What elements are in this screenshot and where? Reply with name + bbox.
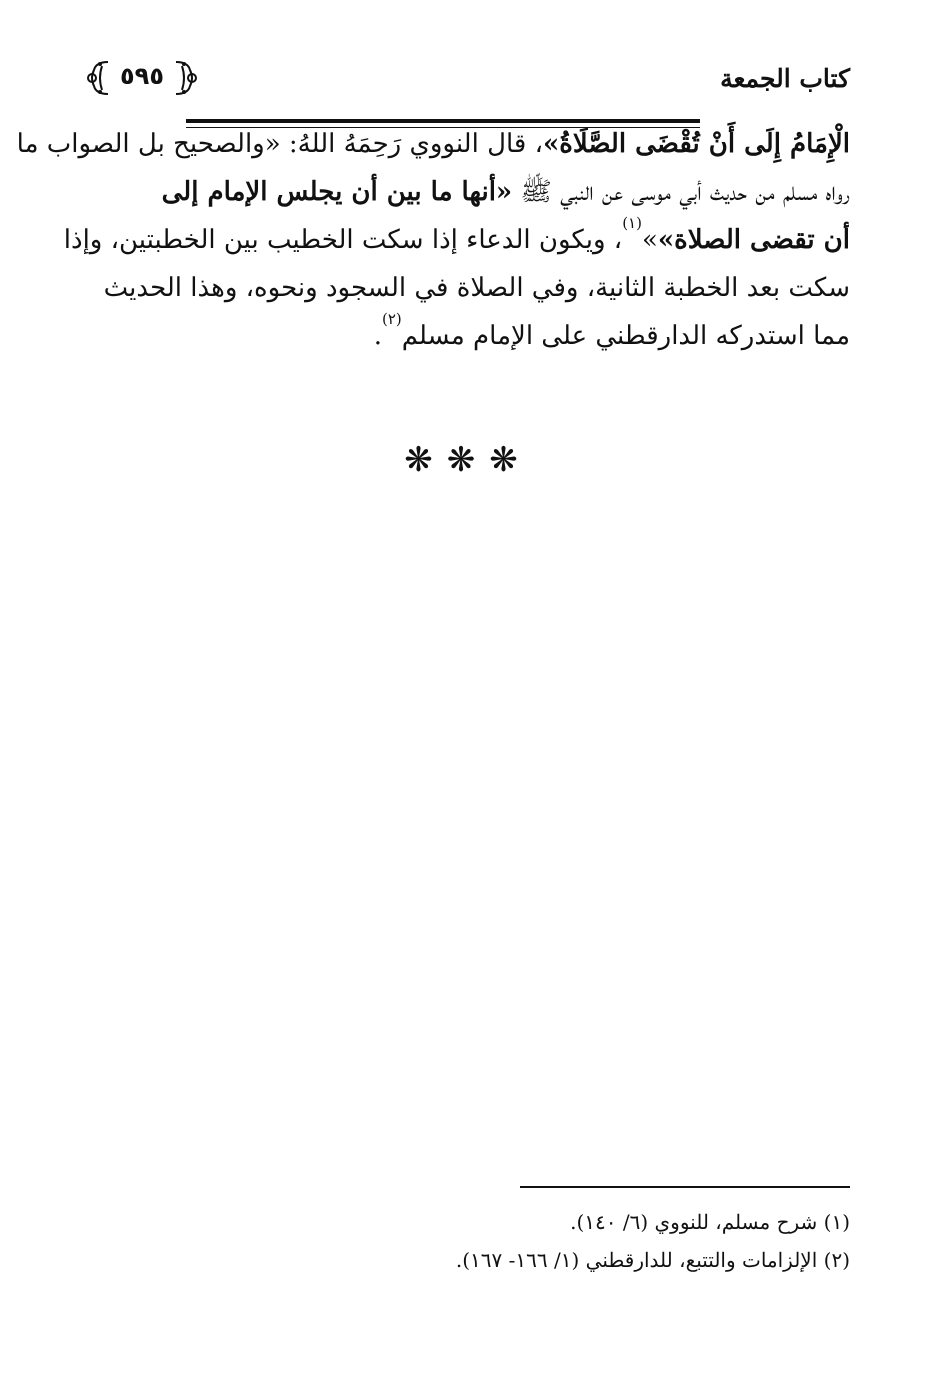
footnote-separator bbox=[520, 1186, 850, 1188]
page-number: ٥٩٥ bbox=[120, 62, 164, 90]
footnote-ref-1[interactable]: (١) bbox=[622, 214, 642, 232]
footnotes bbox=[80, 1203, 850, 1279]
section-separator-stars: ❋❋❋ bbox=[404, 440, 532, 480]
footnote-ref-2[interactable]: (٢) bbox=[381, 310, 402, 328]
page-number-ornament bbox=[86, 56, 198, 100]
hadith-quote-bold: «أنها ما بين أن يجلس الإمام إلى bbox=[161, 177, 513, 207]
text-line-1 bbox=[16, 120, 850, 168]
text-segment: ، قال النووي رَحِمَهُ اللهُ: «والصحيح بل الصواب ما bbox=[16, 129, 543, 159]
text-segment: رواه مسلم من حديث أبي موسى عن النبي ﷺ bbox=[512, 177, 850, 207]
text-line-2 bbox=[80, 168, 850, 216]
footnote-2: (٢) الإلزامات والتتبع، للدارقطني (١/ ١٦٦- ١٦٧). bbox=[455, 1248, 850, 1272]
text-line-5 bbox=[80, 312, 850, 360]
quote-bold: الْإِمَامُ إِلَى أَنْ تُقْضَى الصَّلَاةُ» bbox=[542, 129, 850, 159]
text-segment: ، ويكون الدعاء إذا سكت الخطيب بين الخطبتين، وإذا bbox=[63, 225, 623, 255]
text-segment: مما استدركه الدارقطني على الإمام مسلم bbox=[401, 321, 850, 351]
closing-quote: » bbox=[641, 225, 658, 255]
hadith-quote-bold: أن تقضى الصلاة» bbox=[657, 225, 850, 255]
book-title: كتاب الجمعة bbox=[720, 64, 850, 93]
text-segment: . bbox=[373, 321, 382, 351]
footnote-1: (١) شرح مسلم، للنووي (٦/ ١٤٠). bbox=[570, 1210, 850, 1234]
text-line-4: سكت بعد الخطبة الثانية، وفي الصلاة في السجود ونحوه، وهذا الحديث bbox=[103, 273, 850, 303]
main-text bbox=[16, 120, 850, 360]
text-line-3 bbox=[63, 214, 850, 264]
